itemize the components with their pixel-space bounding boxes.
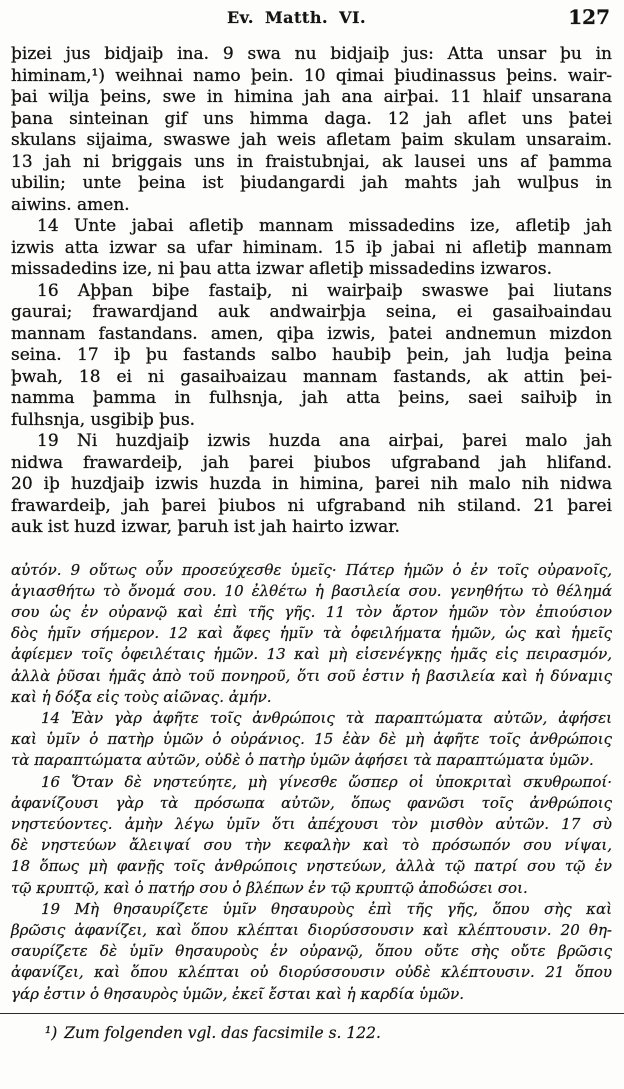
greek-text-section [11, 560, 612, 1005]
text-line: gaurai; frawardjand auk andwairþja seina, ei gasaiƕaindau [11, 302, 612, 322]
text-line: βρῶσις ἀφανίζει, καὶ ὅπου κλέπται διορύσσουσιν καὶ κλέπτουσιν. 20 θη- [11, 920, 612, 939]
paragraph [11, 431, 612, 539]
text-line: τὰ παραπτώματα αὐτῶν, οὐδὲ ὁ πατὴρ ὑμῶν ἀφήσει τὰ παραπτώματα ὑμῶν. [11, 751, 594, 770]
text-line: þai wilja þeins, swe in himina jah ana airþai. 11 hlaif unsarana [11, 87, 612, 107]
text-line: νηστεύοντες. ἀμὴν λέγω ὑμῖν ὅτι ἀπέχουσι τὸν μισθὸν αὐτῶν. 17 σὺ [11, 814, 612, 833]
paragraph [11, 899, 612, 1005]
text-line: himinam,¹) weihnai namo þein. 10 qimai þiudinassus þeins. wair- [11, 65, 612, 86]
text-line: τῷ κρυπτῷ, καὶ ὁ πατήρ σου ὁ βλέπων ἐν τῷ κρυπτῷ ἀποδώσει σοι. [11, 878, 528, 897]
text-line: skulans sijaima, swaswe jah weis afletam þaim skulam unsaraim. [11, 130, 612, 150]
paragraph [11, 216, 612, 281]
footnote [11, 1024, 612, 1042]
page-header [11, 5, 612, 32]
text-line: þizei jus bidjaiþ ina. 9 swa nu bidjaiþ jus: Atta unsar þu in [11, 44, 612, 64]
text-line: frawardeiþ, jah þarei þiubos ni ufgraband nih stiland. 21 þarei [11, 495, 612, 516]
text-line: 16 Ὅταν δὲ νηστεύητε, μὴ γίνεσθε ὥσπερ οἱ ὑποκριταὶ σκυθρωποί· [41, 772, 612, 791]
paragraph [11, 44, 612, 216]
text-line: 16 Aþþan biþe fastaiþ, ni wairþaiþ swaswe þai liutans [37, 280, 612, 301]
text-line: auk ist huzd izwar, þaruh ist jah hairto izwar. [11, 517, 400, 537]
text-line: 14 Unte jabai afletiþ mannam missadedins ize, afletiþ jah [37, 216, 612, 236]
text-line: δὲ νηστεύων ἄλειψαί σου τὴν κεφαλὴν καὶ τὸ πρόσωπόν σου νίψαι, [11, 836, 612, 855]
text-line: σαυρίζετε δὲ ὑμῖν θησαυροὺς ἐν οὐρανῷ, ὅπου οὔτε σὴς οὔτε βρῶσις [11, 942, 612, 961]
paragraph [11, 772, 612, 899]
paragraph [11, 281, 612, 432]
text-line: 14 Ἐὰν γὰρ ἀφῆτε τοῖς ἀνθρώποις τὰ παραπτώματα αὐτῶν, ἀφήσει [41, 708, 612, 727]
text-line: σου ὡς ἐν οὐρανῷ καὶ ἐπὶ τῆς γῆς. 11 τὸν ἄρτον ἡμῶν τὸν ἐπιούσιον [11, 602, 612, 621]
text-line: 20 iþ huzdjaiþ izwis huzda in himina, þarei nih malo nih nidwa [11, 474, 612, 494]
text-line: 18 ὅπως μὴ φανῇς τοῖς ἀνθρώποις νηστεύων, ἀλλὰ τῷ πατρί σου τῷ ἐν [11, 857, 612, 876]
text-line: ἀφίεμεν τοῖς ὀφειλέταις ἡμῶν. 13 καὶ μὴ εἰσενέγκῃς ἡμᾶς εἰς πειρασμόν, [11, 645, 612, 664]
text-line: þwah, 18 ei ni gasaiƕaizau mannam fastands, ak attin þei- [11, 366, 612, 387]
text-line: ἁγιασθήτω τὸ ὄνομά σου. 10 ἐλθέτω ἡ βασιλεία σου. γενηθήτω τὸ θέλημά [11, 581, 612, 600]
gothic-text-section [11, 44, 612, 539]
text-line: ἀλλὰ ῥῦσαι ἡμᾶς ἀπὸ τοῦ πονηροῦ, ὅτι σοῦ ἐστιν ἡ βασιλεία καὶ ἡ δύναμις [11, 666, 612, 685]
text-line: 19 Μὴ θησαυρίζετε ὑμῖν θησαυροὺς ἐπὶ τῆς γῆς, ὅπου σὴς καὶ [41, 899, 612, 918]
text-line: aiwins. amen. [11, 194, 130, 215]
text-line: αὐτόν. 9 οὕτως οὖν προσεύχεσθε ὑμεῖς· Πάτερ ἡμῶν ὁ ἐν τοῖς οὐρανοῖς, [11, 560, 612, 579]
footnote-marker: ¹) [45, 1023, 58, 1042]
text-line: seina. 17 iþ þu fastands salbo haubiþ þein, jah ludja þeina [11, 345, 612, 365]
footnote-text: Zum folgenden vgl. das facsimile s. 122. [64, 1023, 381, 1042]
text-line: þana sinteinan gif uns himma daga. 12 jah aflet uns þatei [11, 108, 612, 129]
text-line: ἀφανίζει, καὶ ὅπου κλέπται οὐ διορύσσουσιν οὐδὲ κλέπτουσιν. 21 ὅπου [11, 963, 612, 982]
text-line: ubilin; unte þeina ist þiudangardi jah mahts jah wulþus in [11, 173, 612, 193]
text-line: γάρ ἐστιν ὁ θησαυρὸς ὑμῶν, ἐκεῖ ἔσται καὶ ἡ καρδία ὑμῶν. [11, 984, 465, 1003]
text-line: 19 Ni huzdjaiþ izwis huzda ana airþai, þarei malo jah [37, 431, 612, 451]
footnote-separator [0, 1013, 624, 1014]
running-title: Ev. Matth. VI. [226, 8, 367, 27]
text-line: καὶ ὑμῖν ὁ πατὴρ ὑμῶν ὁ οὐράνιος. 15 ἐὰν δὲ μὴ ἀφῆτε τοῖς ἀνθρώποις [11, 730, 612, 749]
text-line: 13 jah ni briggais uns in fraistubnjai, ak lausei uns af þamma [11, 151, 612, 172]
text-line: καὶ ἡ δόξα εἰς τοὺς αἰῶνας. ἀμήν. [11, 687, 272, 706]
paragraph [11, 708, 612, 772]
text-line: mannam fastandans. amen, qiþa izwis, þatei andnemun mizdon [11, 323, 612, 344]
text-line: δὸς ἡμῖν σήμερον. 12 καὶ ἄφες ἡμῖν τὰ ὀφειλήματα ἡμῶν, ὡς καὶ ἡμεῖς [11, 624, 612, 643]
text-line: namma þamma in fulhsnja, jah atta þeins, saei saiƕiþ in [11, 388, 612, 408]
text-line: fulhsnja, usgibiþ þus. [11, 409, 196, 430]
text-line: missadedins ize, ni þau atta izwar afletiþ missadedins izwaros. [11, 259, 552, 279]
text-line: ἀφανίζουσι γὰρ τὰ πρόσωπα αὐτῶν, ὅπως φανῶσι τοῖς ἀνθρώποις [11, 793, 612, 812]
page-number: 127 [568, 5, 610, 29]
paragraph [11, 560, 612, 708]
text-line: nidwa frawardeiþ, jah þarei þiubos ufgraband jah hlifand. [11, 452, 612, 473]
text-line: izwis atta izwar sa ufar himinam. 15 iþ jabai ni afletiþ mannam [11, 237, 612, 258]
